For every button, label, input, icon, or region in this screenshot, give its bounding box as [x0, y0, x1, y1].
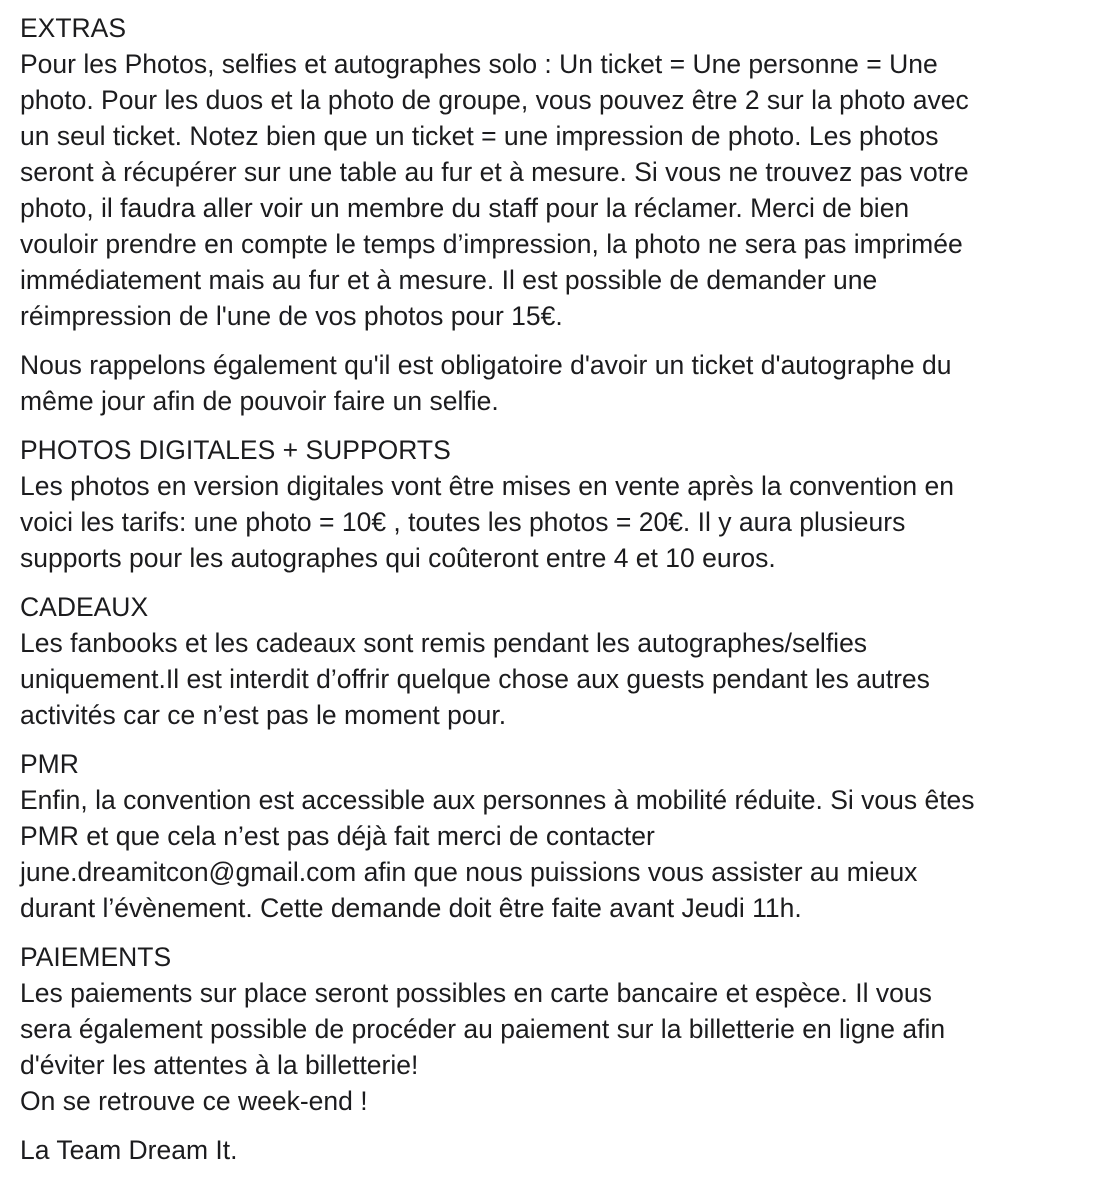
signature-text: La Team Dream It.	[20, 1135, 238, 1165]
reminder-paragraph	[20, 347, 1105, 419]
extras-line: un seul ticket. Notez bien que un ticket = une impression de photo. Les photos	[20, 121, 939, 151]
gifts-line: uniquement.Il est interdit d’offrir quelque chose aux guests pendant les autres	[20, 664, 930, 694]
reminder-section	[20, 347, 1105, 419]
digital-section	[20, 432, 1105, 576]
payments-section	[20, 939, 1105, 1119]
gifts-line: activités car ce n’est pas le moment pour.	[20, 700, 507, 730]
payments-line: d'éviter les attentes à la billetterie!	[20, 1050, 419, 1080]
signature-section	[20, 1132, 1105, 1168]
pmr-line: PMR et que cela n’est pas déjà fait merci de contacter	[20, 821, 655, 851]
announcement-document	[20, 10, 1105, 1168]
pmr-email-line: june.dreamitcon@gmail.com afin que nous puissions vous assister au mieux	[20, 857, 918, 887]
reminder-line: même jour afin de pouvoir faire un selfie.	[20, 386, 499, 416]
pmr-line: durant l’évènement. Cette demande doit être faite avant Jeudi 11h.	[20, 893, 802, 923]
extras-line: réimpression de l'une de vos photos pour 15€.	[20, 301, 563, 331]
digital-line: Les photos en version digitales vont être mises en vente après la convention en	[20, 471, 954, 501]
payments-line: sera également possible de procéder au paiement sur la billetterie en ligne afin	[20, 1014, 946, 1044]
payments-heading: PAIEMENTS	[20, 942, 172, 972]
closing-line: On se retrouve ce week-end !	[20, 1086, 368, 1116]
pmr-heading: PMR	[20, 749, 79, 779]
gifts-line: Les fanbooks et les cadeaux sont remis pendant les autographes/selfies	[20, 628, 868, 658]
payments-paragraph	[20, 975, 1105, 1119]
extras-line: immédiatement mais au fur et à mesure. Il est possible de demander une	[20, 265, 878, 295]
digital-paragraph	[20, 468, 1105, 576]
extras-line: seront à récupérer sur une table au fur et à mesure. Si vous ne trouvez pas votre	[20, 157, 969, 187]
pmr-section	[20, 746, 1105, 926]
extras-section	[20, 10, 1105, 334]
digital-line: supports pour les autographes qui coûteront entre 4 et 10 euros.	[20, 543, 776, 573]
extras-line: photo, il faudra aller voir un membre du staff pour la réclamer. Merci de bien	[20, 193, 910, 223]
gifts-paragraph	[20, 625, 1105, 733]
digital-heading: PHOTOS DIGITALES + SUPPORTS	[20, 435, 451, 465]
gifts-heading: CADEAUX	[20, 592, 149, 622]
payments-line: Les paiements sur place seront possibles en carte bancaire et espèce. Il vous	[20, 978, 932, 1008]
pmr-line: Enfin, la convention est accessible aux personnes à mobilité réduite. Si vous êtes	[20, 785, 975, 815]
extras-line: photo. Pour les duos et la photo de groupe, vous pouvez être 2 sur la photo avec	[20, 85, 969, 115]
digital-line: voici les tarifs: une photo = 10€ , toutes les photos = 20€. Il y aura plusieurs	[20, 507, 906, 537]
extras-paragraph	[20, 46, 1105, 334]
pmr-paragraph	[20, 782, 1105, 926]
extras-line: vouloir prendre en compte le temps d’impression, la photo ne sera pas imprimée	[20, 229, 963, 259]
reminder-line: Nous rappelons également qu'il est obligatoire d'avoir un ticket d'autographe du	[20, 350, 952, 380]
gifts-section	[20, 589, 1105, 733]
extras-line: Pour les Photos, selfies et autographes solo : Un ticket = Une personne = Une	[20, 49, 938, 79]
extras-heading: EXTRAS	[20, 13, 127, 43]
